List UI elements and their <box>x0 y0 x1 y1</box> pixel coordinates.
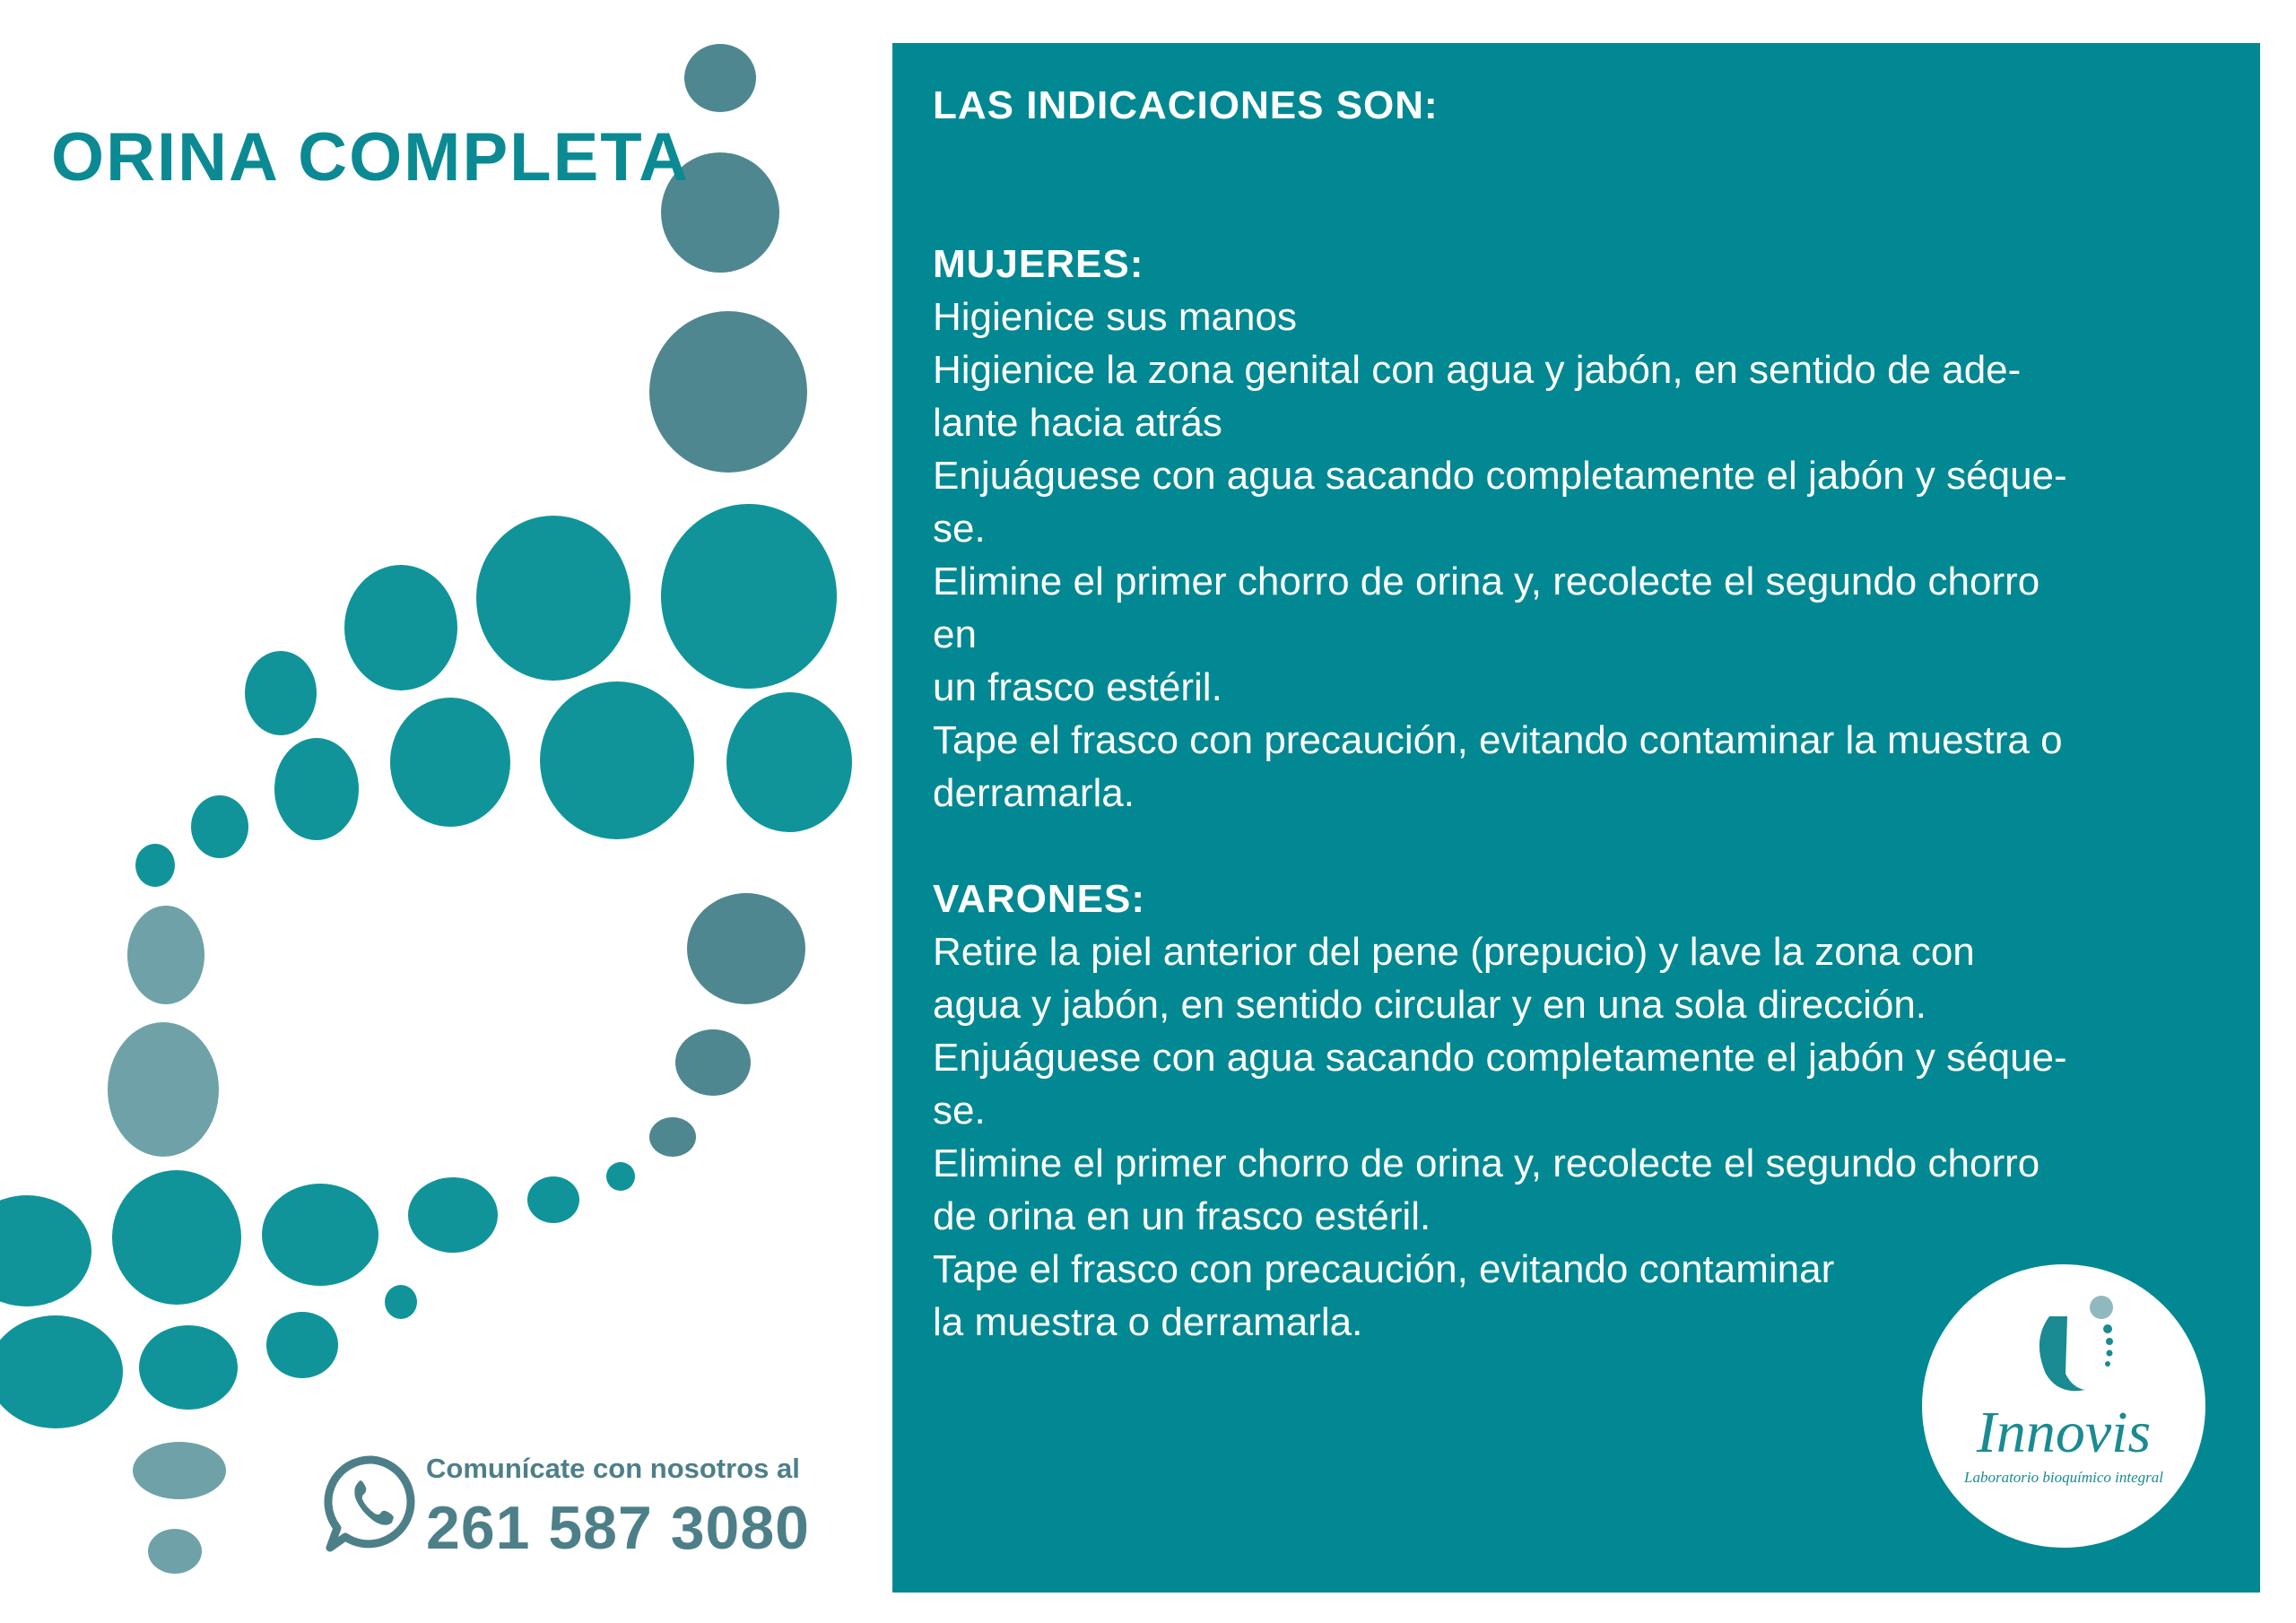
men-instruction-line: Tape el frasco con precaución, evitando contaminar <box>933 1247 1835 1291</box>
men-instruction-line: la muestra o derramarla. <box>933 1300 1363 1344</box>
women-instruction-line: lante hacia atrás <box>933 401 1222 445</box>
dot-arc-upper <box>135 504 852 887</box>
dot <box>135 844 175 887</box>
women-instruction-line: se. <box>933 507 986 551</box>
women-instruction-line: Elimine el primer chorro de orina y, recolecte el segundo chorro <box>933 560 2040 603</box>
dot <box>675 1029 751 1096</box>
dot <box>112 1170 241 1305</box>
women-heading: MUJERES: <box>933 242 1144 286</box>
instructions-content <box>933 79 2224 1349</box>
dot <box>385 1285 417 1319</box>
dot <box>266 1312 338 1378</box>
men-instruction-line: Elimine el primer chorro de orina y, recolecte el segundo chorro <box>933 1141 2040 1185</box>
men-instruction-line: se. <box>933 1089 986 1133</box>
dot <box>408 1177 498 1253</box>
instructions-panel <box>892 43 2260 1593</box>
women-instruction-line: derramarla. <box>933 771 1135 815</box>
women-instruction-line: Higienice sus manos <box>933 295 1297 339</box>
dot <box>127 906 204 1004</box>
dot <box>687 893 805 1004</box>
dot <box>684 44 756 112</box>
dot <box>139 1325 238 1410</box>
men-instruction-line: Enjuáguese con agua sacando completamente el jabón y séque- <box>933 1036 2067 1080</box>
logo-mark-icon <box>2003 1291 2128 1417</box>
whatsapp-icon[interactable] <box>323 1453 422 1556</box>
women-instruction-line: Enjuáguese con agua sacando completamente el jabón y séque- <box>933 454 2067 498</box>
dot <box>0 1315 123 1428</box>
dot <box>649 1117 696 1157</box>
dot-column-top <box>649 44 807 473</box>
innovis-logo <box>1922 1264 2205 1548</box>
dot <box>245 651 317 735</box>
dot <box>148 1529 202 1574</box>
dot <box>649 311 807 473</box>
page-title: ORINA COMPLETA <box>51 119 690 195</box>
dot <box>133 1442 226 1499</box>
dot <box>390 698 510 827</box>
dot <box>191 795 248 858</box>
dot <box>527 1176 579 1223</box>
dot <box>661 504 837 689</box>
men-instruction-line: de orina en un frasco estéril. <box>933 1194 1431 1238</box>
men-instruction-line: agua y jabón, en sentido circular y en una sola dirección. <box>933 983 1927 1027</box>
dot <box>540 681 694 839</box>
women-instruction-line: Tape el frasco con precaución, evitando contaminar la muestra o <box>933 718 2063 762</box>
dot <box>476 516 631 681</box>
dot <box>726 692 852 832</box>
instructions-heading: LAS INDICACIONES SON: <box>933 83 1439 127</box>
spacer <box>933 820 2224 872</box>
spacer <box>933 185 2224 238</box>
contact-phone-number[interactable]: 261 587 3080 <box>426 1494 810 1562</box>
logo-subtitle: Laboratorio bioquímico integral <box>1964 1469 2163 1486</box>
men-heading: VARONES: <box>933 877 1145 921</box>
contact-label: Comunícate con nosotros al <box>426 1453 800 1484</box>
women-instruction-line: Higienice la zona genital con agua y jabón, en sentido de ade- <box>933 348 2022 392</box>
men-instruction-line: Retire la piel anterior del pene (prepucio) y lave la zona con <box>933 930 1975 974</box>
dot <box>108 1022 219 1157</box>
dot <box>262 1184 378 1286</box>
women-instruction-line: un frasco estéril. <box>933 665 1222 709</box>
logo-name: Innovis <box>1976 1400 2152 1465</box>
dot <box>344 565 457 690</box>
dot <box>606 1162 635 1191</box>
dot <box>0 1195 91 1306</box>
decorative-dot-pattern <box>0 0 888 1623</box>
spacer <box>933 132 2224 185</box>
contact-block <box>323 1444 861 1578</box>
women-instruction-line: en <box>933 612 977 656</box>
dot <box>274 738 359 840</box>
